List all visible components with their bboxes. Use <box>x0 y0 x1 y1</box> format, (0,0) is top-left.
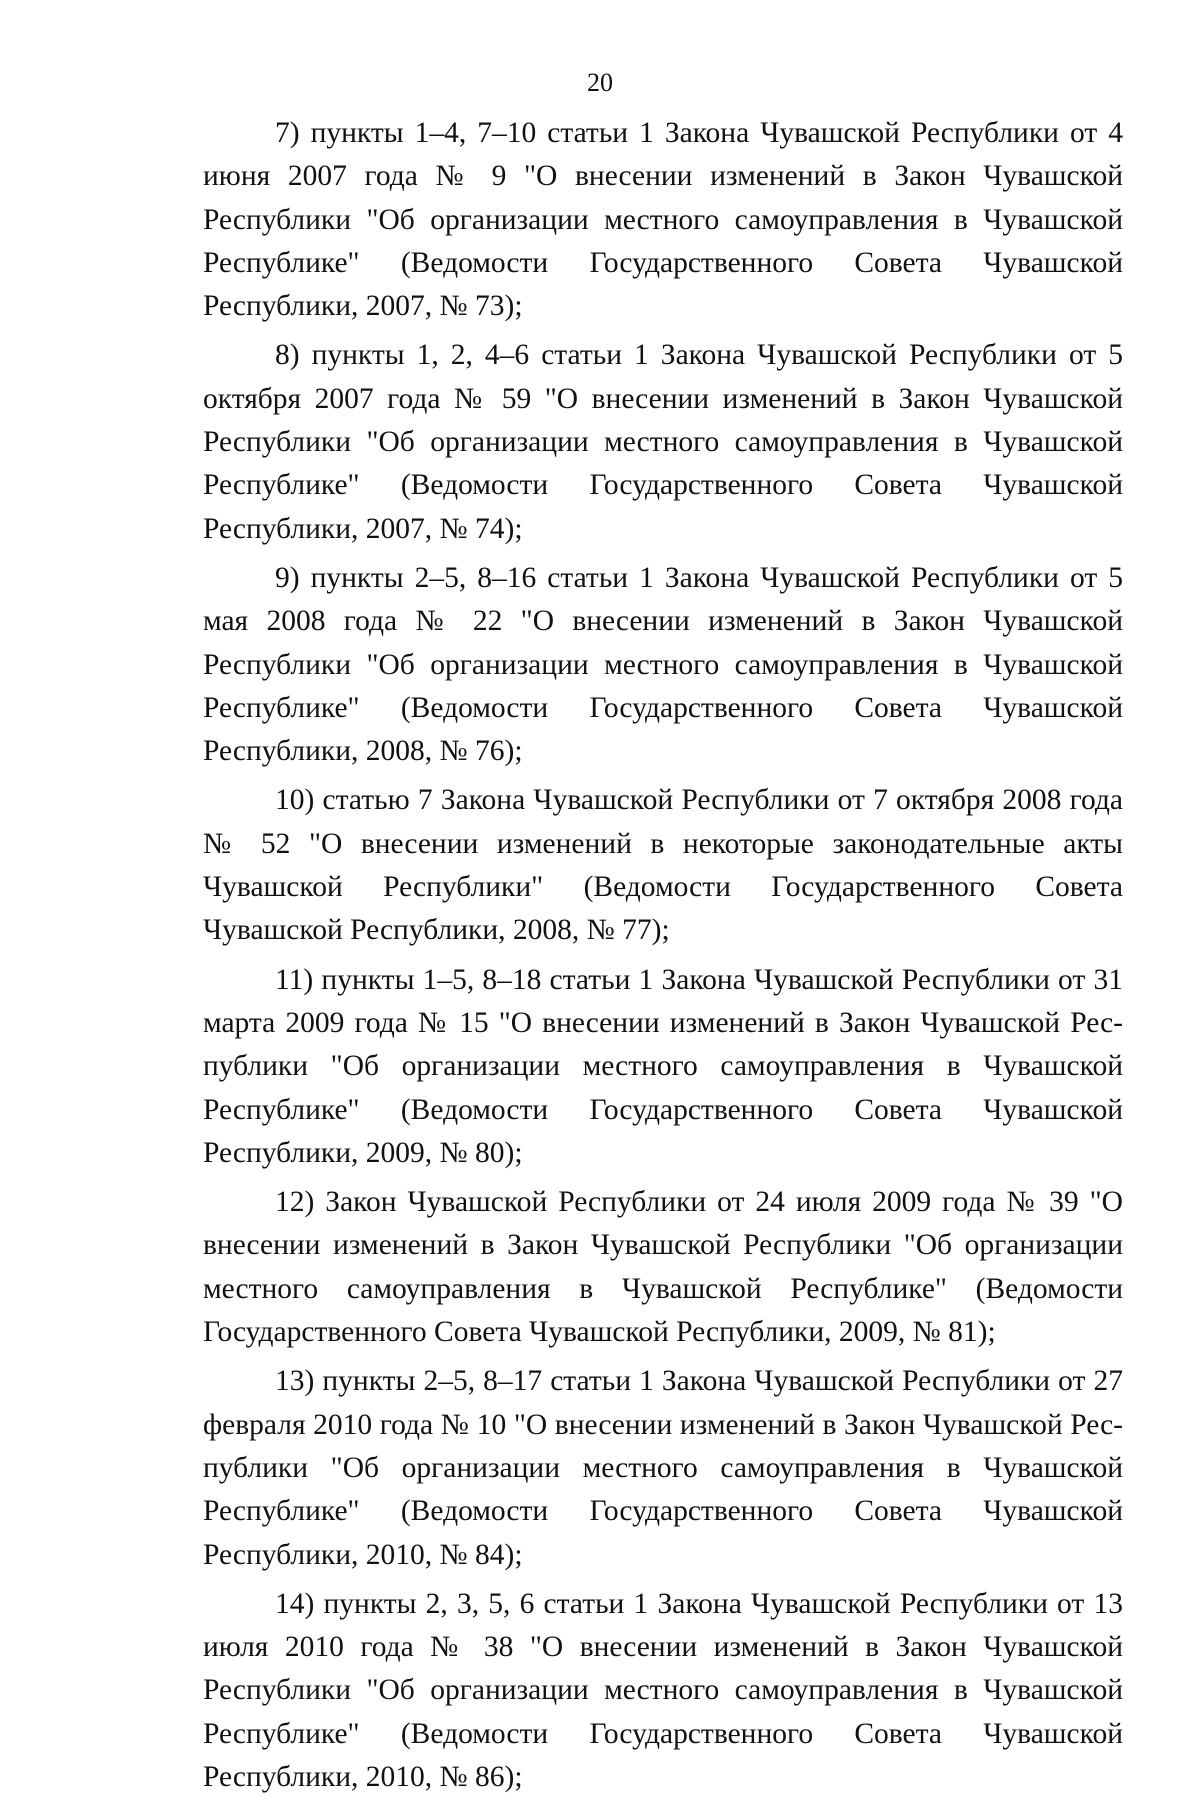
list-item-12: 12) Закон Чувашской Республики от 24 июля 2009 года № 39 "О внесении изменений в Закон Чувашской Республики "Об организации местного самоуправления в Чувашской Республике" (Ведомости Государственного Совета Чувашской Республики, 2009, № 81); <box>203 1186 1123 1349</box>
list-item-9: 9) пункты 2–5, 8–16 статьи 1 Закона Чувашской Республики от 5 мая 2008 года № 22 "О внесении изменений в Закон Чувашской Республики "Об организации местного самоуправления в Чувашской Республике" (Ведомости Государственного Совета Чувашской Республики, 2008, № 76); <box>203 561 1123 768</box>
list-item-13: 13) пункты 2–5, 8–17 статьи 1 Закона Чувашской Республики от 27 февраля 2010 года № 10 "О внесении изменений в Закон Чувашской Республики "Об организации местного самоуправления в Чувашской Республике" (Ведомости Государственного Совета Чувашской Республики, 2010, № 84); <box>203 1365 1123 1571</box>
list-item-14: 14) пункты 2, 3, 5, 6 статьи 1 Закона Чувашской Республики от 13 июля 2010 года № 38 "О внесении изменений в Закон Чувашской Республики "Об организации местного самоуправления в Чувашской Республике" (Ведомости Государственного Совета Чувашской Республики, 2010, № 86); <box>203 1587 1123 1793</box>
list-item-11: 11) пункты 1–5, 8–18 статьи 1 Закона Чувашской Республики от 31 марта 2009 года № 15 "О внесении изменений в Закон Чувашской Республики "Об организации местного самоуправления в Чувашской Республике" (Ведомости Государственного Совета Чувашской Республики, 2009, № 80); <box>203 963 1123 1169</box>
list-item-10: 10) статью 7 Закона Чувашской Республики от 7 октября 2008 года № 52 "О внесении изменений в некоторые законодательные акты Чувашской Республики" (Ведомости Государственного Совета Чувашской Республики, 2008, № 77); <box>203 784 1123 947</box>
list-item-7: 7) пункты 1–4, 7–10 статьи 1 Закона Чувашской Республики от 4 июня 2007 года № 9 "О внесении изменений в Закон Чувашской Республики "Об организации местного самоуправления в Чувашской Республике" (Ведомости Государственного Совета Чувашской Республики, 2007, № 73); <box>203 117 1123 323</box>
document-body <box>203 112 1123 1805</box>
list-item-8: 8) пункты 1, 2, 4–6 статьи 1 Закона Чувашской Республики от 5 октября 2007 года № 59 "О внесении изменений в Закон Чувашской Республики "Об организации местного самоуправления в Чувашской Республике" (Ведомости Государственного Совета Чувашской Республики, 2007, № 74); <box>203 339 1123 545</box>
page-number: 20 <box>587 68 613 97</box>
